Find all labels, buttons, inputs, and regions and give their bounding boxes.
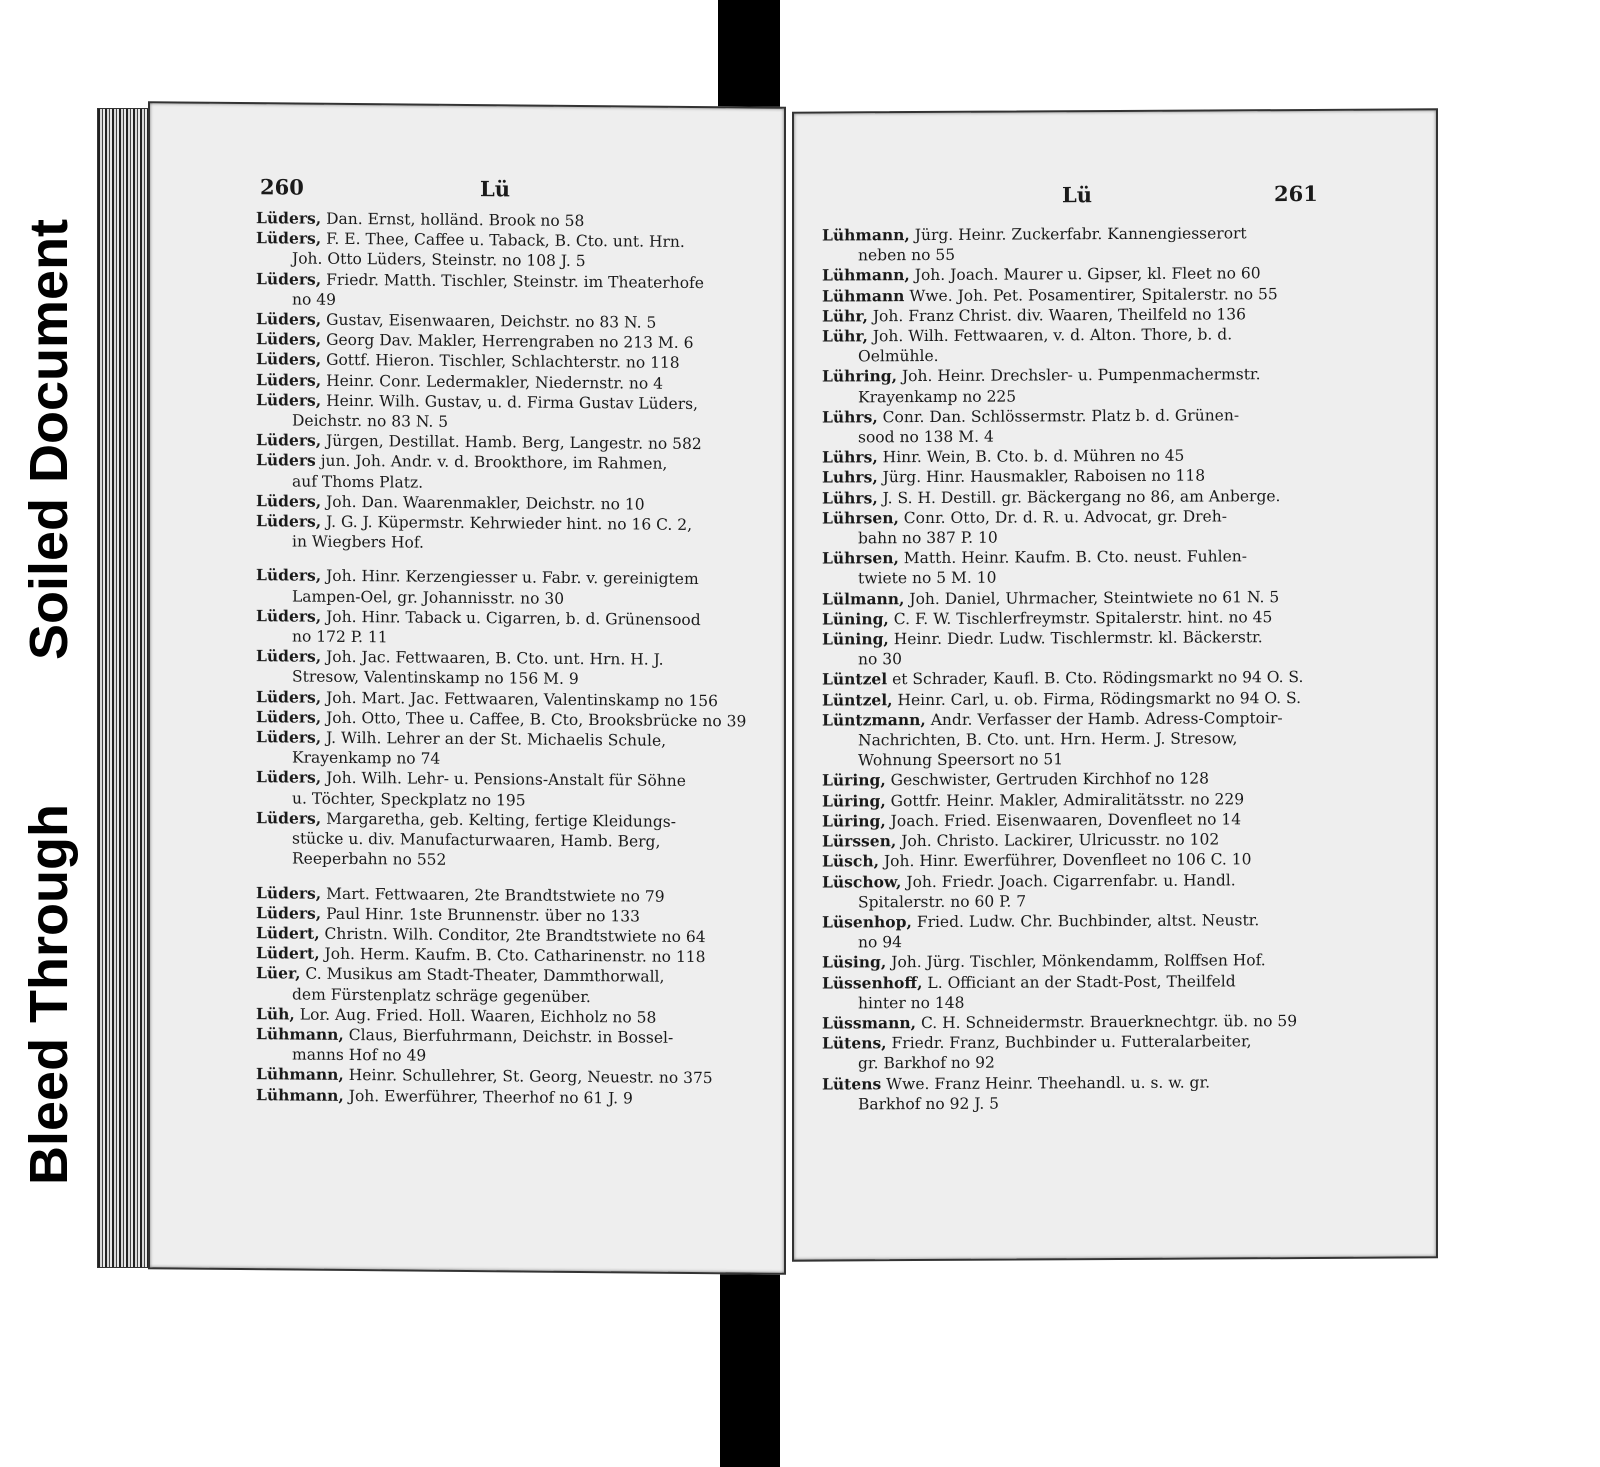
entry-text: Joach. Fried. Eisenwaaren, Dovenfleet no 14 xyxy=(890,810,1242,831)
entry-text: twiete no 5 M. 10 xyxy=(858,569,997,588)
directory-entry xyxy=(822,910,1322,933)
entry-surname: Lührs, xyxy=(822,447,878,467)
entry-surname: Lühr, xyxy=(822,326,868,346)
entry-continuation xyxy=(822,890,1322,913)
directory-entries xyxy=(822,223,1322,1115)
directory-entry xyxy=(822,263,1322,286)
entry-text: Deichstr. no 83 N. 5 xyxy=(292,411,449,431)
entry-surname: Lüders, xyxy=(256,389,322,410)
entry-text: Andr. Verfasser der Hamb. Adress-Comptoir- xyxy=(930,708,1283,729)
entry-text: Gustav, Eisenwaaren, Deichstr. no 83 N. 5 xyxy=(326,310,657,332)
entry-surname: Lühmann xyxy=(822,285,905,306)
directory-entry xyxy=(822,970,1322,993)
entry-surname: Lüders, xyxy=(256,228,322,248)
entry-surname: Lüring, xyxy=(822,811,886,831)
entry-continuation xyxy=(822,344,1322,367)
directory-entry xyxy=(822,506,1322,529)
entry-surname: Lüssenhoff, xyxy=(822,972,923,993)
entry-surname: Lühmann, xyxy=(822,225,910,245)
entry-text: Joh. Herm. Kaufm. B. Cto. Catharinenstr. no 118 xyxy=(324,944,706,967)
entry-text: Conr. Otto, Dr. d. R. u. Advocat, gr. Dreh- xyxy=(903,507,1227,527)
entry-text: Hinr. Wein, B. Cto. b. d. Mühren no 45 xyxy=(882,446,1185,467)
entry-text: no 49 xyxy=(292,290,336,309)
entry-continuation xyxy=(822,526,1322,549)
entry-surname: Lüders, xyxy=(256,707,322,727)
directory-entry xyxy=(822,284,1322,307)
entry-surname: Lühmann, xyxy=(256,1064,344,1085)
entry-text: C. H. Schneidermstr. Brauerknechtgr. üb. no 59 xyxy=(920,1011,1298,1032)
directory-entry xyxy=(822,364,1322,387)
entry-surname: Lüning, xyxy=(822,629,889,649)
entry-surname: Lüntzmann, xyxy=(822,709,926,730)
entry-text: Lampen-Oel, gr. Johannisstr. no 30 xyxy=(292,587,565,608)
entry-surname: Lülmann, xyxy=(822,588,905,609)
entry-text: J. S. H. Destill. gr. Bäckergang no 86, am Anberge. xyxy=(882,486,1281,507)
entry-text: dem Fürstenplatz schräge gegenüber. xyxy=(292,984,591,1006)
entry-text: hinter no 148 xyxy=(858,993,965,1013)
entry-text: no 30 xyxy=(858,650,902,669)
entry-surname: Lüders, xyxy=(256,430,322,450)
entry-surname: Lühr, xyxy=(822,306,868,326)
entry-continuation xyxy=(822,425,1322,448)
entry-surname: Lüh, xyxy=(256,1003,295,1024)
entry-surname: Luhrs, xyxy=(822,467,878,487)
entry-surname: Lührsen, xyxy=(822,507,899,528)
entry-surname: Lührs, xyxy=(822,487,878,508)
directory-entry xyxy=(822,1031,1322,1054)
entry-text: Krayenkamp no 225 xyxy=(858,387,1017,406)
entry-text: Geschwister, Gertruden Kirchhof no 128 xyxy=(890,769,1209,790)
entry-continuation xyxy=(822,566,1322,589)
entry-text: Joh. Mart. Jac. Fettwaaren, Valentinskamp no 156 xyxy=(326,688,719,710)
directory-entry xyxy=(822,486,1322,509)
entry-text: Joh. Dan. Waarenmakler, Deichstr. no 10 xyxy=(326,492,645,514)
entry-text: et Schrader, Kaufl. B. Cto. Rödingsmarkt no 94 O. S. xyxy=(892,668,1304,689)
directory-entry xyxy=(822,304,1322,327)
entry-continuation xyxy=(822,930,1322,953)
directory-entry xyxy=(822,768,1322,791)
entry-continuation xyxy=(822,243,1322,266)
directory-entry xyxy=(822,324,1322,347)
left-page xyxy=(148,101,786,1275)
entry-surname: Lüring, xyxy=(822,790,886,811)
entry-text: Stresow, Valentinskamp no 156 M. 9 xyxy=(292,667,579,689)
entry-text: Jürg. Heinr. Zuckerfabr. Kannengiesserort xyxy=(914,224,1247,245)
entry-text: Conr. Dan. Schlössermstr. Platz b. d. Grünen- xyxy=(882,406,1240,427)
entry-surname: Lühmann, xyxy=(822,265,910,285)
directory-entry xyxy=(822,1011,1322,1034)
entry-text: Lor. Aug. Fried. Holl. Waaren, Eichholz no 58 xyxy=(299,1005,657,1027)
entry-surname: Lüders, xyxy=(256,882,322,903)
entry-text: Dan. Ernst, holländ. Brook no 58 xyxy=(326,209,585,231)
entry-text: no 172 P. 11 xyxy=(292,627,388,647)
entry-text: Gottf. Hieron. Tischler, Schlachterstr. no 118 xyxy=(326,351,680,373)
entry-text: Oelmühle. xyxy=(858,347,939,366)
entry-text: Jürgen, Destillat. Hamb. Berg, Langestr. no 582 xyxy=(326,432,702,454)
page-number: 261 xyxy=(1274,180,1318,207)
entry-text: Joh. Christo. Lackirer, Ulricusstr. no 102 xyxy=(901,830,1220,851)
entry-surname: Lüders, xyxy=(256,902,322,923)
entry-text: Heinr. Carl, u. ob. Firma, Rödingsmarkt no 94 O. S. xyxy=(897,688,1302,709)
entry-text: no 94 xyxy=(858,933,902,952)
directory-entry xyxy=(822,607,1322,630)
directory-entry xyxy=(822,849,1322,872)
entry-surname: Lüssmann, xyxy=(822,1012,916,1033)
entry-surname: Lüntzel xyxy=(822,669,888,690)
entry-surname: Lüders, xyxy=(256,565,322,586)
entry-text: Joh. Joach. Maurer u. Gipser, kl. Fleet no 60 xyxy=(914,264,1261,285)
entry-surname: Lüsing, xyxy=(822,952,887,972)
right-page xyxy=(792,108,1438,1261)
entry-continuation xyxy=(822,385,1322,408)
entry-surname: Lütens, xyxy=(822,1033,887,1053)
entry-text: Heinr. Schullehrer, St. Georg, Neuestr. no 375 xyxy=(348,1066,713,1088)
entry-surname: Lüders, xyxy=(256,686,322,707)
entry-text: Joh. Jac. Fettwaaren, B. Cto. unt. Hrn. H. J. xyxy=(326,648,664,669)
entry-text: Wwe. Joh. Pet. Posamentirer, Spitalerstr. no 55 xyxy=(909,284,1278,305)
entry-text: Joh. Hinr. Kerzengiesser u. Fabr. v. gereinigtem xyxy=(326,567,699,589)
entry-text: Joh. Ewerführer, Theerhof no 61 J. 9 xyxy=(348,1086,633,1107)
entry-text: manns Hof no 49 xyxy=(292,1045,427,1065)
entry-text: C. F. W. Tischlerfreymstr. Spitalerstr. hint. no 45 xyxy=(893,608,1273,629)
bleed-through-label: Bleed Through xyxy=(19,804,79,1185)
entry-continuation xyxy=(822,728,1322,751)
directory-entry xyxy=(822,869,1322,892)
entry-surname: Lüders, xyxy=(256,369,322,390)
entry-surname: Lühmann, xyxy=(256,1024,344,1044)
entry-surname: Lütens xyxy=(822,1073,882,1094)
soiled-document-label: Soiled Document xyxy=(19,218,79,660)
entry-text: gr. Barkhof no 92 xyxy=(858,1053,995,1073)
entry-surname: Lüer, xyxy=(256,963,301,983)
entry-surname: Lüning, xyxy=(822,609,889,629)
directory-entry xyxy=(822,708,1322,731)
entry-text: Joh. Franz Christ. div. Waaren, Theilfeld no 136 xyxy=(872,305,1247,326)
entry-surname: Lüdert, xyxy=(256,923,320,943)
entry-text: Joh. Otto, Thee u. Caffee, B. Cto, Brooksbrücke no 39 xyxy=(326,708,747,731)
entry-text: in Wiegbers Hof. xyxy=(292,532,424,552)
entry-surname: Lüring, xyxy=(822,770,886,791)
entry-surname: Lüntzel, xyxy=(822,689,893,710)
entry-surname: Lüders, xyxy=(256,511,322,531)
entry-text: neben no 55 xyxy=(858,246,956,265)
entry-text: Claus, Bierfuhrmann, Deichstr. in Bossel- xyxy=(348,1025,674,1047)
directory-entry xyxy=(822,809,1322,832)
entry-text: F. E. Thee, Caffee u. Taback, B. Cto. unt. Hrn. xyxy=(326,229,685,252)
entry-text: bahn no 387 P. 10 xyxy=(858,528,998,548)
entry-continuation xyxy=(822,647,1322,670)
book-page-edges xyxy=(97,108,151,1268)
entry-text: Barkhof no 92 J. 5 xyxy=(858,1094,1000,1114)
entry-text: auf Thoms Platz. xyxy=(292,472,424,492)
directory-entries xyxy=(256,208,756,1109)
entry-text: Joh. Jürg. Tischler, Mönkendamm, Rolffsen Hof. xyxy=(891,951,1266,972)
directory-entry xyxy=(822,587,1322,610)
entry-text: Joh. Otto Lüders, Steinstr. no 108 J. 5 xyxy=(292,249,586,271)
entry-text: Joh. Heinr. Drechsler- u. Pumpenmachermstr. xyxy=(901,365,1261,386)
entry-text: Joh. Hinr. Taback u. Cigarren, b. d. Grünensood xyxy=(326,607,701,629)
entry-surname: Lüders, xyxy=(256,268,322,289)
directory-entry xyxy=(822,950,1322,973)
entry-continuation xyxy=(822,1092,1322,1115)
directory-entry xyxy=(822,405,1322,428)
entry-surname: Lüders, xyxy=(256,808,322,828)
directory-entry xyxy=(822,627,1322,650)
entry-surname: Lüders, xyxy=(256,727,322,747)
gutter-bar-top xyxy=(718,0,780,108)
entry-text: Friedr. Franz, Buchbinder u. Futteralarbeiter, xyxy=(891,1032,1252,1053)
entry-text: Christn. Wilh. Conditor, 2te Brandtstwiete no 64 xyxy=(324,924,706,946)
entry-surname: Lüders, xyxy=(256,646,322,666)
entry-text: Margaretha, geb. Kelting, fertige Kleidungs- xyxy=(326,809,676,831)
entry-text: Joh. Friedr. Joach. Cigarrenfabr. u. Handl. xyxy=(906,870,1236,891)
entry-surname: Lührsen, xyxy=(822,548,899,568)
entry-text: u. Töchter, Speckplatz no 195 xyxy=(292,789,526,810)
entry-text: Wohnung Speersort no 51 xyxy=(858,750,1064,770)
entry-surname: Lüders xyxy=(256,450,316,471)
entry-surname: Lüders, xyxy=(256,329,322,349)
entry-text: Joh. Daniel, Uhrmacher, Steintwiete no 61 N. 5 xyxy=(909,587,1280,608)
entry-text: C. Musikus am Stadt-Theater, Dammthorwall, xyxy=(305,964,665,987)
entry-surname: Lührs, xyxy=(822,407,878,427)
entry-text: stücke u. div. Manufacturwaaren, Hamb. Berg, xyxy=(292,829,661,851)
entry-text: sood no 138 M. 4 xyxy=(858,427,994,447)
entry-surname: Lüders, xyxy=(256,767,322,788)
directory-entry xyxy=(822,546,1322,569)
entry-surname: Lühring, xyxy=(822,366,897,386)
running-head: Lü xyxy=(480,176,511,202)
directory-entry xyxy=(822,667,1322,690)
entry-text: Georg Dav. Makler, Herrengraben no 213 M. 6 xyxy=(326,330,694,353)
directory-entry xyxy=(822,688,1322,711)
directory-entry xyxy=(822,829,1322,852)
entry-continuation xyxy=(822,991,1322,1014)
entry-surname: Lüsenhop, xyxy=(822,911,912,932)
entry-text: Friedr. Matth. Tischler, Steinstr. im Theaterhofe xyxy=(326,270,704,292)
entry-text: J. G. J. Küpermstr. Kehrwieder hint. no 16 C. 2, xyxy=(326,512,693,535)
entry-continuation xyxy=(822,1051,1322,1074)
entry-text: Spitalerstr. no 60 P. 7 xyxy=(858,892,1027,912)
entry-text: Krayenkamp no 74 xyxy=(292,748,441,769)
entry-text: jun. Joh. Andr. v. d. Brookthore, im Rahmen, xyxy=(320,452,668,474)
directory-entry xyxy=(822,1071,1322,1094)
running-head: Lü xyxy=(1062,182,1093,208)
entry-surname: Lüsch, xyxy=(822,851,879,871)
entry-text: Joh. Wilh. Fettwaaren, v. d. Alton. Thore, b. d. xyxy=(872,325,1233,346)
entry-text: Gottfr. Heinr. Makler, Admiralitätsstr. no 229 xyxy=(890,790,1245,810)
entry-text: Joh. Hinr. Ewerführer, Dovenfleet no 106 C. 10 xyxy=(883,850,1252,871)
directory-entry xyxy=(822,465,1322,488)
entry-surname: Lüschow, xyxy=(822,871,902,892)
entry-surname: Lürssen, xyxy=(822,831,897,851)
directory-entry xyxy=(822,445,1322,468)
entry-continuation xyxy=(822,748,1322,771)
entry-surname: Lüdert, xyxy=(256,943,320,963)
entry-text: L. Officiant an der Stadt-Post, Theilfeld xyxy=(927,971,1236,992)
entry-text: Paul Hinr. 1ste Brunnenstr. über no 133 xyxy=(326,904,640,926)
entry-text: Heinr. Wilh. Gustav, u. d. Firma Gustav Lüders, xyxy=(326,391,698,413)
entry-text: Heinr. Diedr. Ludw. Tischlermstr. kl. Bäckerstr. xyxy=(893,628,1263,649)
entry-text: Mart. Fettwaaren, 2te Brandtstwiete no 79 xyxy=(326,884,665,906)
entry-text: Fried. Ludw. Chr. Buchbinder, altst. Neustr. xyxy=(916,911,1260,931)
entry-text: Wwe. Franz Heinr. Theehandl. u. s. w. gr. xyxy=(886,1073,1211,1093)
entry-surname: Lüders, xyxy=(256,606,322,626)
entry-surname: Lüders, xyxy=(256,349,322,370)
gutter-bar-bottom xyxy=(720,1262,780,1467)
directory-entry xyxy=(822,223,1322,246)
entry-surname: Lüders, xyxy=(256,208,322,228)
entry-text: Joh. Wilh. Lehr- u. Pensions-Anstalt für Söhne xyxy=(326,769,686,791)
directory-entry xyxy=(822,789,1322,812)
entry-text: Reeperbahn no 552 xyxy=(292,849,447,870)
entry-text: Matth. Heinr. Kaufm. B. Cto. neust. Fuhlen- xyxy=(903,547,1247,568)
page-number: 260 xyxy=(260,174,304,200)
entry-text: Nachrichten, B. Cto. unt. Hrn. Herm. J. Stresow, xyxy=(858,729,1238,750)
entry-surname: Lühmann, xyxy=(256,1084,344,1105)
entry-surname: Lüders, xyxy=(256,491,322,511)
entry-text: Jürg. Hinr. Hausmakler, Raboisen no 118 xyxy=(882,466,1206,487)
entry-surname: Lüders, xyxy=(256,309,322,329)
entry-text: J. Wilh. Lehrer an der St. Michaelis Schule, xyxy=(326,728,667,750)
entry-text: Heinr. Conr. Ledermakler, Niedernstr. no 4 xyxy=(326,371,664,393)
